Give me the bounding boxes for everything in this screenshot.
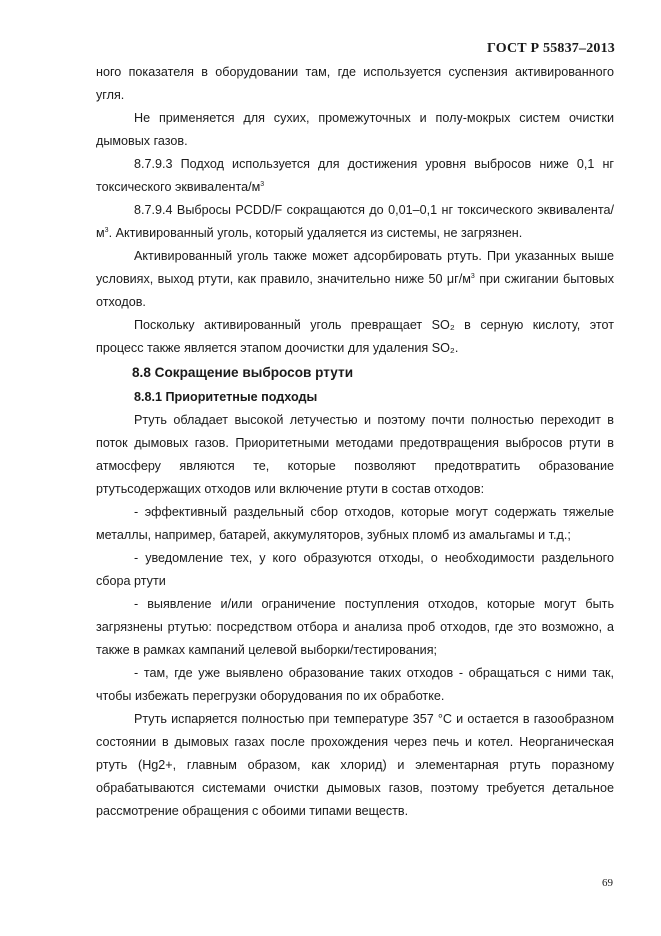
paragraph-8-7-9-4-text-a: 8.7.9.4 Выбросы PCDD/F сокращаются до 0,01–0,1 нг токсического эквивалента/м: [96, 203, 614, 240]
paragraph-mercury-volatility: Ртуть обладает высокой летучестью и поэтому почти полностью переходит в поток дымовых газов. Приоритетными методами предотвращения выбросов ртути в атмосферу являются те, которые позволяют предотвратить образование ртутьсодержащих отходов или включение ртути в состав отходов:: [96, 413, 614, 496]
superscript-cubic: 3: [260, 180, 265, 188]
paragraph-8-7-9-4-text-b: . Активированный уголь, который удаляется из системы, не загрязнен.: [108, 226, 523, 240]
list-item: - там, где уже выявлено образование таких отходов - обращаться с ними так, чтобы избежать перегрузки оборудования по их обработке.: [96, 666, 614, 703]
section-heading-8-8: 8.8 Сокращение выбросов ртути: [132, 365, 354, 380]
paragraph-8-7-9-4: [96, 199, 614, 245]
paragraph-mercury-adsorption-text-b: при сжигании бытовых отходов.: [96, 272, 614, 309]
list-item: - выявление и/или ограничение поступления отходов, которые могут быть загрязнены ртутью: посредством отбора и анализа проб отходов, где это возможно, а также в рамках кампаний целевой выборки/тестирования;: [96, 597, 614, 657]
superscript-cubic: 3: [470, 272, 475, 280]
page-number: 69: [602, 877, 613, 889]
document-body: [96, 61, 614, 823]
paragraph-continuation: ного показателя в оборудовании там, где используется суспензия активированного угля.: [96, 65, 614, 102]
document-code-header: ГОСТ Р 55837–2013: [486, 41, 615, 56]
list-item: - уведомление тех, у кого образуются отходы, о необходимости раздельного сбора ртути: [96, 551, 614, 588]
paragraph-so2: Поскольку активированный уголь превращает SO₂ в серную кислоту, этот процесс также является этапом доочистки для удаления SO₂.: [96, 318, 614, 355]
subsection-heading-8-8-1: 8.8.1 Приоритетные подходы: [134, 390, 318, 404]
paragraph-mercury-adsorption: [96, 245, 614, 314]
superscript-cubic: 3: [104, 226, 109, 234]
paragraph-mercury-evaporation: Ртуть испаряется полностью при температуре 357 °С и остается в газообразном состоянии в дымовых газах после прохождения через печь и котел. Неорганическая ртуть (Hg2+, главным образом, как хлорид) и элементарная ртуть поразному обрабатываются системами очистки дымовых газов, поэтому требуется детальное рассмотрение обращения с обоими типами веществ.: [96, 712, 614, 818]
list-item: - эффективный раздельный сбор отходов, которые могут содержать тяжелые металлы, например, батарей, аккумуляторов, зубных пломб из амальгамы и т.д.;: [96, 505, 614, 542]
paragraph-not-applicable: Не применяется для сухих, промежуточных и полу-мокрых систем очистки дымовых газов.: [96, 111, 614, 148]
paragraph-mercury-adsorption-text-a: Активированный уголь также может адсорбировать ртуть. При указанных выше условиях, выход ртути, как правило, значительно ниже 50 μг/м: [96, 249, 614, 286]
paragraph-8-7-9-3-text: 8.7.9.3 Подход используется для достижения уровня выбросов ниже 0,1 нг токсического эквивалента/м: [96, 157, 614, 194]
paragraph-8-7-9-3: [96, 153, 614, 199]
